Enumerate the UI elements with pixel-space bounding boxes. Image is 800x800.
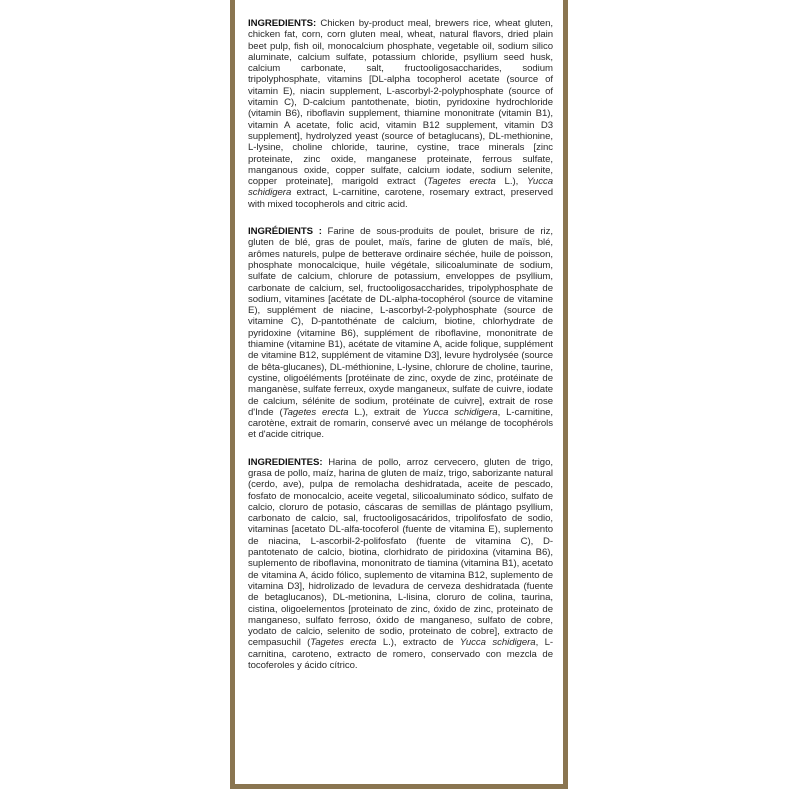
ingredients-english (248, 18, 553, 210)
ingredients-text-italic: Tagetes erecta (310, 637, 377, 649)
ingredients-text-segment: Harina de pollo, arroz cervecero, gluten de trigo, grasa de pollo, maíz, harina de gluten de maíz, trigo, saborizante natural (cerdo, ave), pulpa de remolacha deshidratada, aceite de pescado, fosfato de monocalcio, aceite vegetal, silicoaluminato sódico, sulfato de calcio, cloruro de potasio, cáscaras de semillas de plántago psyllium, carbonato de calcio, sal, fructooligosacáridos, tripolifosfato de sodio, vitaminas [acetato DL-alfa-tocoferol (fuente de vitamina E), suplemento de niacina, L-ascorbil-2-polifosfato (fuente de vitamina C), D-pantotenato de calcio, biotina, clorhidrato de piridoxina (vitamina B6), suplemento de riboflavina, mononitrato de tiamina (vitamina B1), acetato de vitamina A, ácido fólico, suplemento de vitamina B12, suplemento de vitamina D3], hidrolizado de levadura de cerveza deshidratada (fuente de betaglucanos), DL-metionina, L-lisina, cloruro de colina, taurina, cistina, oligoelementos [proteinato de zinc, óxido de zinc, proteinato de manganeso, sulfato ferroso, óxido de manganeso, sulfato de cobre, yodato de calcio, selenito de sodio, proteinato de cobre], extracto de cempasuchil ( (248, 456, 553, 649)
ingredients-text-segment: Chicken by-product meal, brewers rice, wheat gluten, chicken fat, corn, corn gluten meal, wheat, natural flavors, dried plain beet pulp, fish oil, monocalcium phosphate, vegetable oil, sodium silico aluminate, calcium sulfate, potassium chloride, psyllium seed husk, calcium carbonate, salt, fructooligosaccharides, sodium tripolyphosphate, vitamins [DL-alpha tocopherol acetate (source of vitamin E), niacin supplement, L-ascorbyl-2-polyphosphate (source of vitamin C), D-calcium pantothenate, biotin, pyridoxine hydrochloride (vitamin B6), riboflavin supplement, thiamine mononitrate (vitamin B1), vitamin A acetate, folic acid, vitamin B12 supplement, vitamin D3 supplement], hydrolyzed yeast (source of betaglucans), DL-methionine, L-lysine, choline chloride, taurine, cystine, trace minerals [zinc proteinate, zinc oxide, manganese proteinate, ferrous sulfate, manganous oxide, copper sulfate, calcium iodate, sodium selenite, copper proteinate], marigold extract ( (248, 18, 553, 188)
ingredients-text-italic: Tagetes erecta (427, 176, 496, 188)
ingredients-heading-spanish: INGREDIENTES: (248, 456, 323, 468)
ingredients-text-segment: extract, L-carnitine, carotene, rosemary extract, preserved with mixed tocopherols and citric acid. (248, 187, 553, 210)
ingredients-text-french (248, 226, 553, 440)
ingredients-text-segment: , L-carnitina, caroteno, extracto de romero, conservado con mezcla de tocoferoles y ácido cítrico. (248, 637, 553, 672)
ingredients-text-segment: L.), extrait de (348, 406, 423, 418)
ingredients-text-italic: Yucca schidigera (248, 176, 553, 199)
ingredients-text-segment: Farine de sous-produits de poulet, brisure de riz, gluten de blé, gras de poulet, maïs, farine de gluten de maïs, blé, arômes naturels, pulpe de betterave ordinaire séchée, huile de poisson, phosphate monocalcique, huile végétale, silicoaluminate de sodium, sulfate de calcium, chlorure de potassium, enveloppes de psyllium, carbonate de calcium, sel, fructooligosaccharides, tripolyphosphate de sodium, vitamines [acétate de DL-alpha-tocophérol (source de vitamine E), supplément de niacine, L-ascorbyl-2-polyphosphate (source de vitamine C), D-pantothénate de calcium, biotine, chlorhydrate de pyridoxine (vitamine B6), supplément de riboflavine, mononitrate de thiamine (vitamine B1), acétate de vitamine A, acide folique, supplément de vitamine B12, supplément de vitamine D3], levure hydrolysée (source de bêta-glucanes), DL-méthionine, L-lysine, chlorure de choline, taurine, cystine, oligoéléments [protéinate de zinc, oxyde de zinc, protéinate de manganèse, sulfate ferreux, oxyde manganeux, sulfate de cuivre, iodate de calcium, sélénite de sodium, protéinate de cuivre], extrait de rose d'Inde ( (248, 226, 553, 418)
ingredients-label-content (235, 0, 563, 671)
ingredients-spanish (248, 457, 553, 672)
ingredients-text-italic: Tagetes erecta (282, 406, 349, 418)
ingredients-text-english (248, 18, 553, 210)
ingredients-text-italic: Yucca schidigera (459, 637, 536, 649)
ingredients-text-segment: , L-carnitine, carotène, extrait de romarin, conservé avec un mélange de tocophérols et d'acide citrique. (248, 406, 553, 441)
ingredients-french (248, 226, 553, 441)
ingredients-text-spanish (248, 457, 553, 671)
ingredients-text-segment: L.), extracto de (376, 637, 460, 649)
ingredients-label-panel (230, 0, 568, 789)
ingredients-heading-french: INGRÉDIENTS : (248, 226, 322, 238)
ingredients-text-segment: L.), (495, 176, 527, 188)
ingredients-text-italic: Yucca schidigera (422, 406, 498, 418)
ingredients-heading-english: INGREDIENTS: (248, 18, 317, 29)
